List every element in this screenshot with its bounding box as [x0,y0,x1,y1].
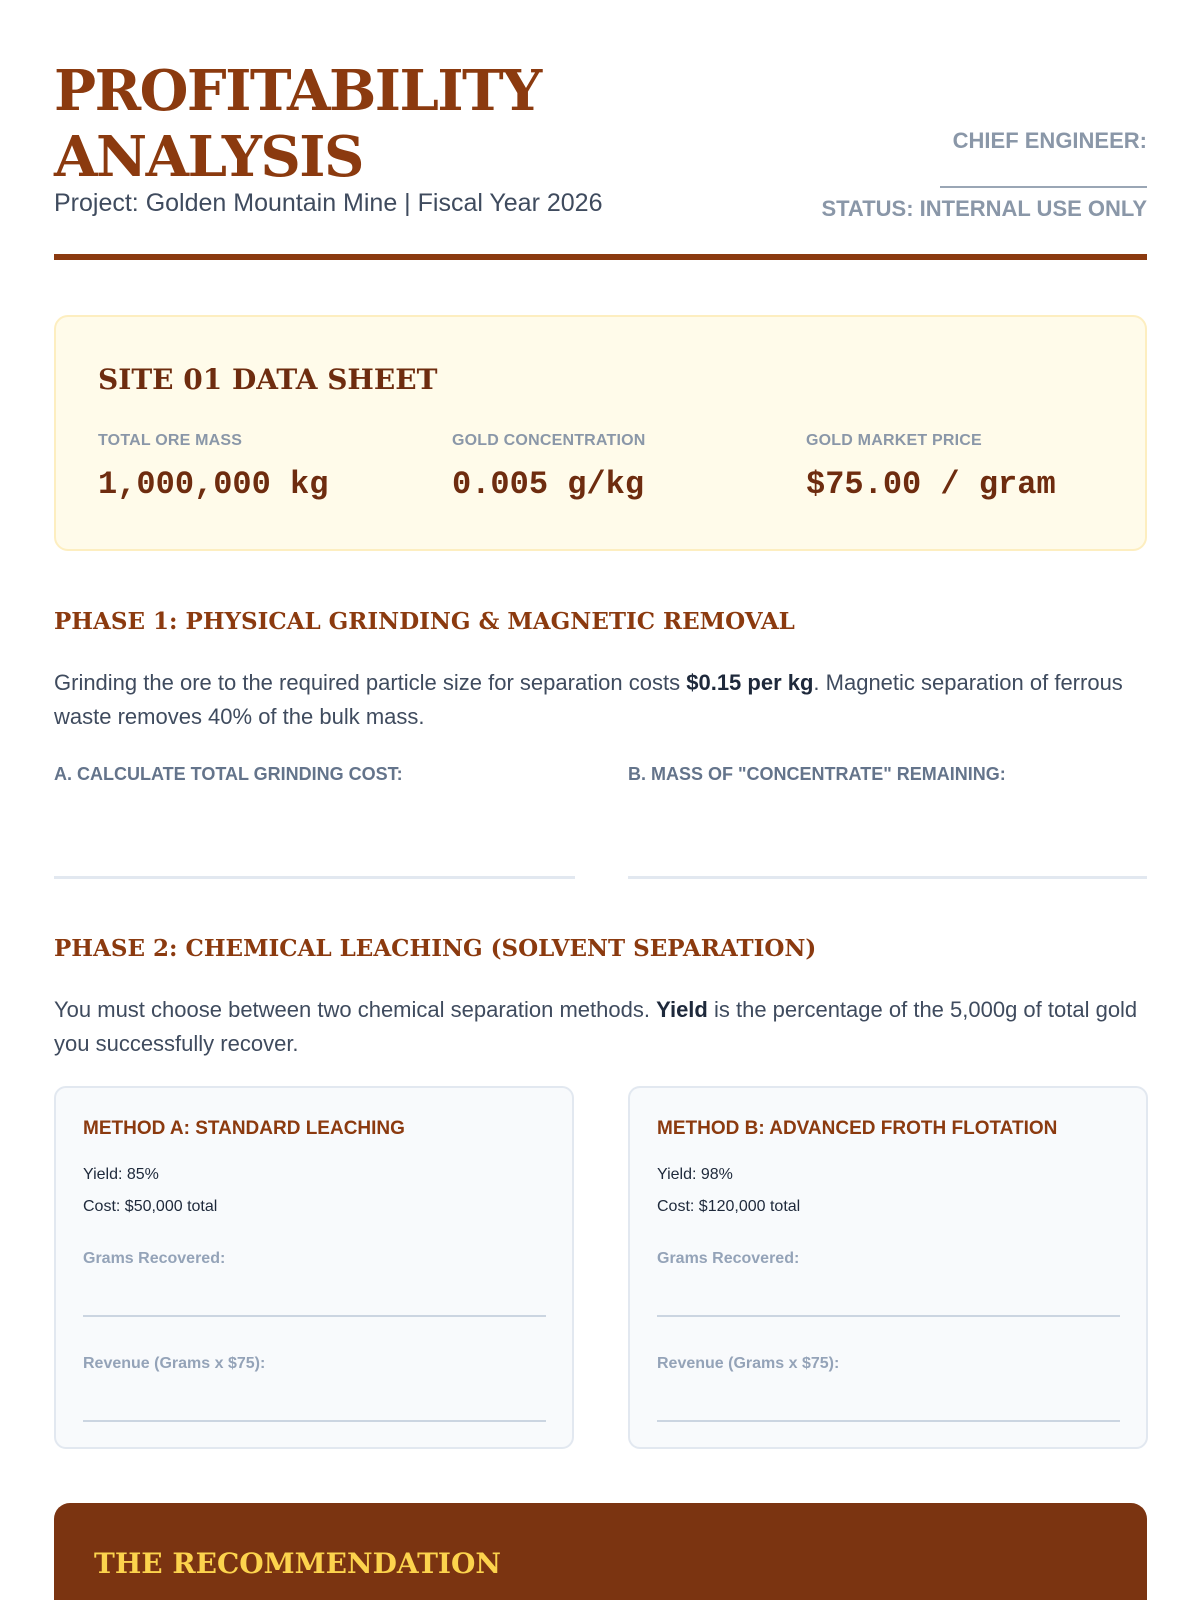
method-a-cost: Cost: $50,000 total [83,1198,218,1215]
data-item-value: 1,000,000 kg [98,466,329,503]
method-a-yield: Yield: 85% [83,1166,159,1183]
method-a-grams-answer-line[interactable] [83,1315,546,1317]
method-b-grams-answer-line[interactable] [657,1315,1120,1317]
project-subtitle: Project: Golden Mountain Mine | Fiscal Year 2026 [54,189,603,217]
method-b-card [628,1086,1148,1449]
header-divider [54,254,1147,260]
site-data-sheet [54,315,1147,551]
answer-line-b[interactable] [628,876,1147,879]
method-a-card [54,1086,574,1449]
method-a-title: METHOD A: STANDARD LEACHING [83,1118,405,1139]
recommendation-title: THE RECOMMENDATION [94,1547,501,1580]
data-item-label: GOLD CONCENTRATION [452,432,646,449]
data-item-value: 0.005 g/kg [452,466,645,503]
answer-line-a[interactable] [54,876,575,879]
data-item-gold-concentration [452,432,646,503]
data-item-label: GOLD MARKET PRICE [806,432,982,449]
method-b-revenue-label: Revenue (Grams x $75): [657,1355,840,1372]
phase-1-title: PHASE 1: PHYSICAL GRINDING & MAGNETIC REMOVAL [54,608,795,635]
method-a-grams-label: Grams Recovered: [83,1250,226,1267]
method-b-cost: Cost: $120,000 total [657,1198,801,1215]
method-b-grams-label: Grams Recovered: [657,1250,800,1267]
title-line-1: PROFITABILITY [54,58,541,124]
method-b-yield: Yield: 98% [657,1166,733,1183]
method-a-revenue-label: Revenue (Grams x $75): [83,1355,266,1372]
signature-line [940,186,1147,188]
data-sheet-title: SITE 01 DATA SHEET [98,363,438,396]
question-a-label: A. CALCULATE TOTAL GRINDING COST: [54,764,403,784]
phase-1-text: Grinding the ore to the required particle size for separation costs [54,670,687,695]
method-b-title: METHOD B: ADVANCED FROTH FLOTATION [657,1118,1058,1139]
phase-1-text-bold: $0.15 per kg [686,670,814,695]
data-item-value: $75.00 / gram [806,466,1056,503]
title-line-2: ANALYSIS [54,124,363,190]
page-title [54,58,654,190]
data-item-ore-mass [98,432,328,503]
chief-engineer-label: CHIEF ENGINEER: [952,128,1147,153]
question-b-label: B. MASS OF "CONCENTRATE" REMAINING: [628,764,1006,784]
document-header [54,58,1147,258]
phase-1-text-end: . Magnetic separation of ferrous waste removes 40% of the bulk mass. [54,670,1123,729]
phase-2-text-bold: Yield [656,997,708,1022]
phase-1-description [54,666,1147,734]
phase-2-description [54,993,1147,1061]
data-item-gold-price [806,432,1056,503]
recommendation-panel [54,1503,1147,1600]
data-item-label: TOTAL ORE MASS [98,432,243,449]
method-a-revenue-answer-line[interactable] [83,1420,546,1422]
phase-2-title: PHASE 2: CHEMICAL LEACHING (SOLVENT SEPARATION) [54,935,817,962]
status-label: STATUS: INTERNAL USE ONLY [821,196,1147,221]
method-b-revenue-answer-line[interactable] [657,1420,1120,1422]
phase-2-text: You must choose between two chemical separation methods. [54,997,657,1022]
phase-2-text-end: is the percentage of the 5,000g of total gold you successfully recover. [54,997,1138,1056]
